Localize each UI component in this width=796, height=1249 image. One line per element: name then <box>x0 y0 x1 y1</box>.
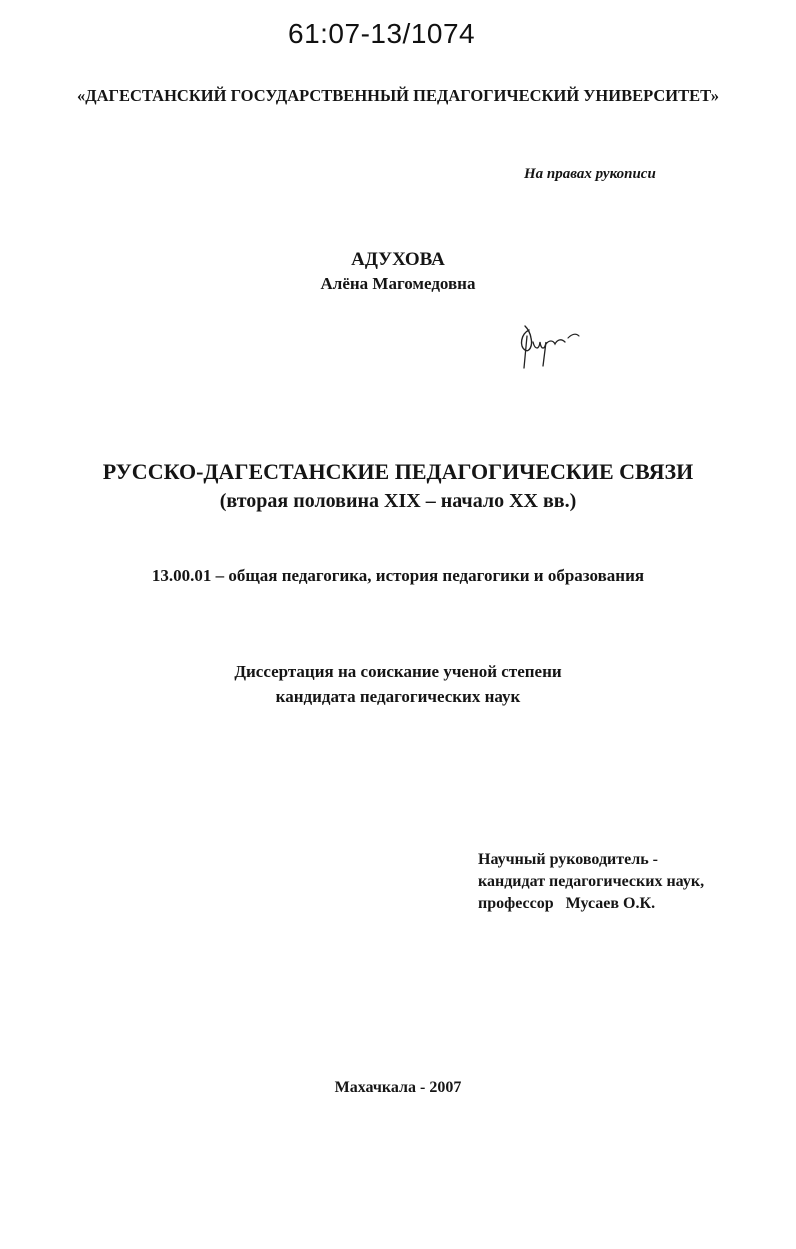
dissertation-subtitle: (вторая половина XIX – начало XX вв.) <box>219 490 577 512</box>
degree-line-1: Диссертация на соискание ученой степени <box>234 662 562 681</box>
degree-line-2: кандидата педагогических наук <box>275 687 521 706</box>
catalog-number: 61:07-13/1074 <box>288 18 476 49</box>
supervisor-line-3: профессор Мусаев О.К. <box>478 895 656 912</box>
author-given-name: Алёна Магомедовна <box>320 274 476 293</box>
supervisor-line-2: кандидат педагогических наук, <box>478 873 705 890</box>
supervisor-line-1: Научный руководитель - <box>478 851 658 868</box>
signature-icon <box>515 320 585 372</box>
author-surname: АДУХОВА <box>351 249 445 270</box>
dissertation-title: РУССКО-ДАГЕСТАНСКИЕ ПЕДАГОГИЧЕСКИЕ СВЯЗИ <box>102 459 694 484</box>
university-name: «ДАГЕСТАНСКИЙ ГОСУДАРСТВЕННЫЙ ПЕДАГОГИЧЕСКИЙ УНИВЕРСИТЕТ» <box>77 86 719 105</box>
specialty-code: 13.00.01 – общая педагогика, история педагогики и образования <box>151 566 645 585</box>
place-and-year: Махачкала - 2007 <box>334 1079 462 1096</box>
manuscript-note: На правах рукописи <box>524 166 656 182</box>
